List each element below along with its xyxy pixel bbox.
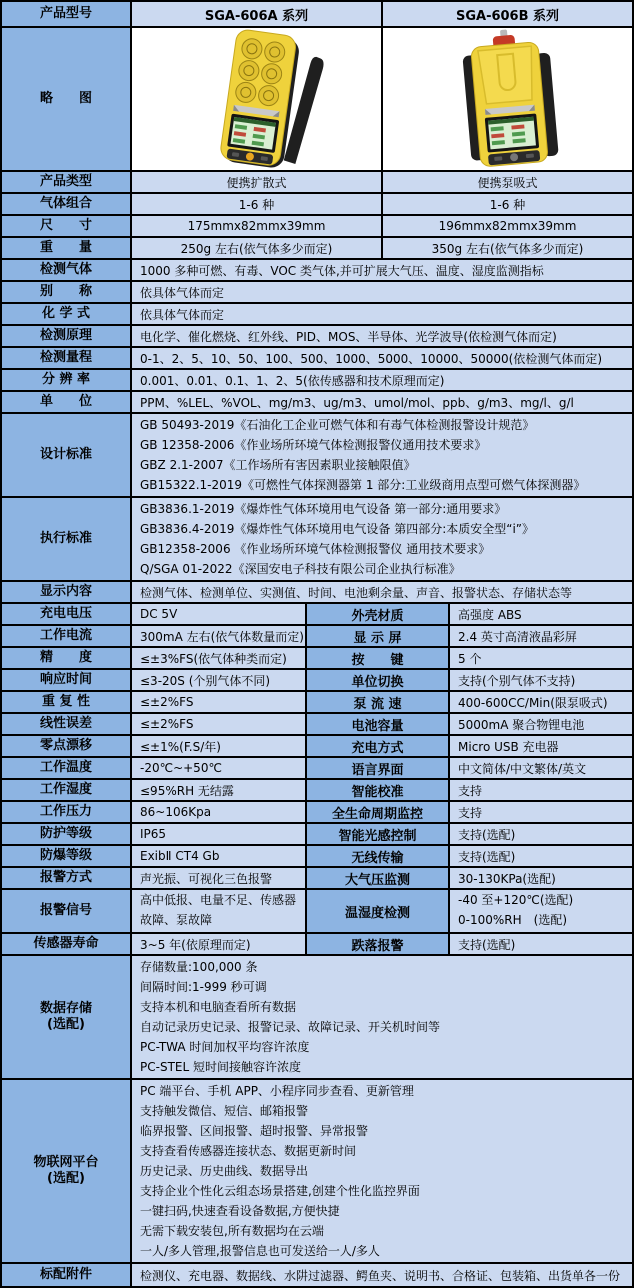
spec-value: ExibⅡ CT4 Gb	[132, 846, 307, 866]
spec-value-secondary: 支持(选配)	[450, 934, 632, 954]
row-label: 零点漂移	[2, 736, 132, 756]
row-label-line: 数据存储	[39, 1001, 92, 1016]
spec-value-a: 便携扩散式	[132, 172, 383, 192]
row-label-secondary: 语言界面	[307, 758, 450, 778]
spec-line: GBZ 2.1-2007《工作场所有害因素职业接触限值》	[140, 458, 416, 472]
spec-value: 0-1、2、5、10、50、100、500、1000、5000、10000、50000(依检测气体而定)	[132, 348, 632, 368]
spec-line: GB3836.4-2019《爆炸性气体环境用电气设备 第四部分:本质安全型“i”》	[140, 522, 535, 536]
spec-line: 一键扫码,快速查看设备数据,方便快捷	[140, 1204, 340, 1218]
spec-value-secondary: 30-130KPa(选配)	[450, 868, 632, 888]
table-row	[2, 392, 632, 414]
spec-value-secondary-multiline	[450, 890, 632, 932]
row-label: 重 复 性	[2, 692, 132, 712]
row-label-line: (选配)	[47, 1171, 85, 1186]
spec-value: 86~106Kpa	[132, 802, 307, 822]
spec-value: IP65	[132, 824, 307, 844]
row-label: 工作温度	[2, 758, 132, 778]
spec-value: 1000 多种可燃、有毒、VOC 类气体,并可扩展大气压、温度、湿度监测指标	[132, 260, 632, 280]
table-row	[2, 780, 632, 802]
spec-value-a: 1-6 种	[132, 194, 383, 214]
spec-value-multiline	[132, 498, 632, 580]
table-row	[2, 868, 632, 890]
spec-value: 检测仪、充电器、数据线、水阱过滤器、鳄鱼夹、说明书、合格证、包装箱、出货单各一份	[132, 1264, 632, 1286]
gas-detector-a-image	[132, 28, 381, 170]
spec-value: ≤95%RH 无结露	[132, 780, 307, 800]
spec-line: 一人/多人管理,报警信息也可发送给一人/多人	[140, 1244, 380, 1258]
table-row	[2, 2, 632, 28]
spec-line: Q/SGA 01-2022《深国安电子科技有限公司企业执行标准》	[140, 562, 461, 576]
spec-value-multiline	[132, 1080, 632, 1262]
row-label-secondary: 显 示 屏	[307, 626, 450, 646]
spec-value-b: 196mmx82mmx39mm	[383, 216, 632, 236]
spec-line: 存储数量:100,000 条	[140, 960, 258, 974]
screen	[485, 113, 539, 152]
row-label: 报警信号	[2, 890, 132, 932]
table-row	[2, 714, 632, 736]
row-label: 工作湿度	[2, 780, 132, 800]
row-label	[2, 956, 132, 1078]
spec-value: 声光振、可视化三色报警	[132, 868, 307, 888]
row-label: 化 学 式	[2, 304, 132, 324]
table-row	[2, 802, 632, 824]
row-label: 执行标准	[2, 498, 132, 580]
spec-value-multiline	[132, 956, 632, 1078]
row-label: 单 位	[2, 392, 132, 412]
row-label: 充电电压	[2, 604, 132, 624]
table-row	[2, 934, 632, 956]
table-row	[2, 626, 632, 648]
table-row	[2, 260, 632, 282]
spec-value-secondary: 高强度 ABS	[450, 604, 632, 624]
row-label-secondary: 智能校准	[307, 780, 450, 800]
spec-value: ≤3-20S (个别气体不同)	[132, 670, 307, 690]
product-image-cell-a	[132, 28, 383, 170]
spec-value: 检测气体、检测单位、实测值、时间、电池剩余量、声音、报警状态、存储状态等	[132, 582, 632, 602]
spec-value-secondary: 2.4 英寸高清液晶彩屏	[450, 626, 632, 646]
row-label: 检测原理	[2, 326, 132, 346]
row-label: 气体组合	[2, 194, 132, 214]
table-row	[2, 172, 632, 194]
table-row	[2, 846, 632, 868]
row-label-secondary: 温湿度检测	[307, 890, 450, 932]
row-label-secondary: 电池容量	[307, 714, 450, 734]
spec-line: -40 至+120℃(选配)	[458, 893, 574, 907]
spec-line: 故障、泵故障	[140, 913, 213, 927]
row-label-secondary: 泵 流 速	[307, 692, 450, 712]
spec-line: GB15322.1-2019《可燃性气体探测器第 1 部分:工业级商用点型可燃气体探测器》	[140, 478, 586, 492]
row-label-secondary: 单位切换	[307, 670, 450, 690]
table-row	[2, 956, 632, 1080]
spec-line: PC 端平台、手机 APP、小程序同步查看、更新管理	[140, 1084, 414, 1098]
product-image-cell-b	[383, 28, 632, 170]
row-label: 报警方式	[2, 868, 132, 888]
row-label: 产品类型	[2, 172, 132, 192]
screen	[227, 114, 279, 153]
row-label: 工作压力	[2, 802, 132, 822]
row-label-secondary: 跌落报警	[307, 934, 450, 954]
spec-value: ≤±3%FS(依气体种类而定)	[132, 648, 307, 668]
spec-line: 间隔时间:1-999 秒可调	[140, 980, 267, 994]
spec-line: 支持触发微信、短信、邮箱报警	[140, 1104, 309, 1118]
spec-value-secondary: 支持	[450, 780, 632, 800]
spec-value: 0.001、0.01、0.1、1、2、5(依传感器和技术原理而定)	[132, 370, 632, 390]
spec-line: 自动记录历史记录、报警记录、故障记录、开关机时间等	[140, 1020, 441, 1034]
spec-line: GB3836.1-2019《爆炸性气体环境用电气设备 第一部分:通用要求》	[140, 502, 507, 516]
spec-line: 支持本机和电脑查看所有数据	[140, 1000, 297, 1014]
spec-value-secondary: 400-600CC/Min(限泵吸式)	[450, 692, 632, 712]
table-row	[2, 1264, 632, 1286]
spec-value-b: 便携泵吸式	[383, 172, 632, 192]
spec-value: 依具体气体而定	[132, 304, 632, 324]
spec-value: ≤±1%(F.S/年)	[132, 736, 307, 756]
row-label: 传感器寿命	[2, 934, 132, 954]
row-label: 重 量	[2, 238, 132, 258]
row-label: 显示内容	[2, 582, 132, 602]
table-row	[2, 670, 632, 692]
row-label-secondary: 无线传输	[307, 846, 450, 866]
gas-detector-b-image	[383, 28, 632, 170]
row-label: 线性误差	[2, 714, 132, 734]
table-row	[2, 604, 632, 626]
spec-value-secondary: 支持(选配)	[450, 846, 632, 866]
row-label-secondary: 智能光感控制	[307, 824, 450, 844]
spec-line: 历史记录、历史曲线、数据导出	[140, 1164, 309, 1178]
spec-value-a: 175mmx82mmx39mm	[132, 216, 383, 236]
spec-value-multiline	[132, 414, 632, 496]
spec-line: 临界报警、区间报警、超时报警、异常报警	[140, 1124, 369, 1138]
row-label: 精 度	[2, 648, 132, 668]
table-row	[2, 692, 632, 714]
table-row	[2, 326, 632, 348]
table-row	[2, 348, 632, 370]
spec-line: 0-100%RH (选配)	[458, 913, 567, 927]
column-header-sga-606a: SGA-606A 系列	[132, 2, 383, 26]
spec-value: DC 5V	[132, 604, 307, 624]
row-label-line: 物联网平台	[33, 1155, 99, 1170]
row-label: 防护等级	[2, 824, 132, 844]
table-row	[2, 582, 632, 604]
table-row	[2, 370, 632, 392]
spec-value-multiline	[132, 890, 307, 932]
spec-line: GB 50493-2019《石油化工企业可燃气体和有毒气体检测报警设计规范》	[140, 418, 535, 432]
spec-line: 支持查看传感器连接状态、数据更新时间	[140, 1144, 357, 1158]
column-header-sga-606b: SGA-606B 系列	[383, 2, 632, 26]
table-row	[2, 890, 632, 934]
row-label: 检测气体	[2, 260, 132, 280]
spec-line: GB 12358-2006《作业场所环境气体检测报警仪通用技术要求》	[140, 438, 487, 452]
row-label: 别 称	[2, 282, 132, 302]
table-row	[2, 758, 632, 780]
spec-value-a: 250g 左右(依气体多少而定)	[132, 238, 383, 258]
row-label: 尺 寸	[2, 216, 132, 236]
row-label: 检测量程	[2, 348, 132, 368]
spec-value: PPM、%LEL、%VOL、mg/m3、ug/m3、umol/mol、ppb、g/m3、mg/l、g/l	[132, 392, 632, 412]
row-label-secondary: 全生命周期监控	[307, 802, 450, 822]
row-label: 分 辨 率	[2, 370, 132, 390]
spec-value: 300mA 左右(依气体数量而定)	[132, 626, 307, 646]
row-label	[2, 1080, 132, 1262]
spec-value: ≤±2%FS	[132, 714, 307, 734]
table-row	[2, 216, 632, 238]
table-row	[2, 282, 632, 304]
spec-line: 支持企业个性化云组态场景搭建,创建个性化监控界面	[140, 1184, 420, 1198]
table-row	[2, 736, 632, 758]
row-label-line: (选配)	[47, 1017, 85, 1032]
table-row	[2, 1080, 632, 1264]
table-row	[2, 238, 632, 260]
spec-line: PC-STEL 短时间接触容许浓度	[140, 1060, 301, 1074]
row-label: 响应时间	[2, 670, 132, 690]
row-label-secondary: 外壳材质	[307, 604, 450, 624]
table-row	[2, 414, 632, 498]
spec-value: 依具体气体而定	[132, 282, 632, 302]
spec-line: 无需下载安装包,所有数据均在云端	[140, 1224, 324, 1238]
spec-value-secondary: 5000mA 聚合物锂电池	[450, 714, 632, 734]
spec-value: ≤±2%FS	[132, 692, 307, 712]
row-label: 工作电流	[2, 626, 132, 646]
spec-value-secondary: Micro USB 充电器	[450, 736, 632, 756]
spec-value: 3~5 年(依原理而定)	[132, 934, 307, 954]
row-label-secondary: 充电方式	[307, 736, 450, 756]
row-label-secondary: 大气压监测	[307, 868, 450, 888]
table-row	[2, 648, 632, 670]
spec-value-b: 1-6 种	[383, 194, 632, 214]
table-row	[2, 28, 632, 172]
row-label-secondary: 按 键	[307, 648, 450, 668]
spec-value: -20℃~+50℃	[132, 758, 307, 778]
row-label: 略 图	[2, 28, 132, 170]
table-row	[2, 194, 632, 216]
spec-value-secondary: 5 个	[450, 648, 632, 668]
spec-line: 高中低报、电量不足、传感器	[140, 893, 297, 907]
spec-value: 电化学、催化燃烧、红外线、PID、MOS、半导体、光学波导(依检测气体而定)	[132, 326, 632, 346]
row-label: 标配附件	[2, 1264, 132, 1286]
spec-value-b: 350g 左右(依气体多少而定)	[383, 238, 632, 258]
spec-line: GB12358-2006 《作业场所环境气体检测报警仪 通用技术要求》	[140, 542, 491, 556]
spec-line: PC-TWA 时间加权平均容许浓度	[140, 1040, 310, 1054]
row-label: 防爆等级	[2, 846, 132, 866]
spec-value-secondary: 支持	[450, 802, 632, 822]
table-row	[2, 498, 632, 582]
table-row	[2, 304, 632, 326]
row-label: 产品型号	[2, 2, 132, 26]
table-row	[2, 824, 632, 846]
spec-value-secondary: 支持(个别气体不支持)	[450, 670, 632, 690]
spec-value-secondary: 支持(选配)	[450, 824, 632, 844]
row-label: 设计标准	[2, 414, 132, 496]
spec-value-secondary: 中文简体/中文繁体/英文	[450, 758, 632, 778]
